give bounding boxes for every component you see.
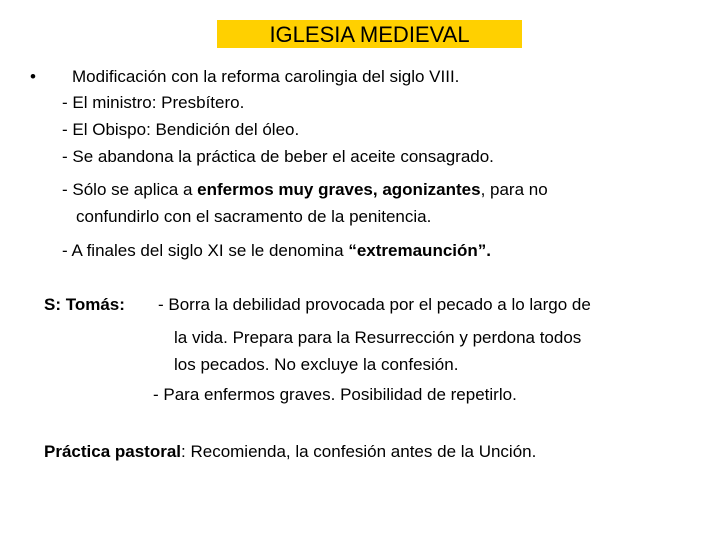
bullet-marker: • xyxy=(30,67,36,86)
slide-title: IGLESIA MEDIEVAL xyxy=(217,20,522,48)
extremaunction-line xyxy=(62,238,491,264)
applies-line xyxy=(62,177,548,203)
bishop-line: - El Obispo: Bendición del óleo. xyxy=(62,120,300,139)
pastoral-label: Práctica pastoral xyxy=(44,442,182,461)
confusion-line: confundirlo con el sacramento de la penitencia. xyxy=(76,207,432,226)
tomas-line-4: - Para enfermos graves. Posibilidad de repetirlo. xyxy=(153,385,517,404)
applies-text-a: - Sólo se aplica a xyxy=(62,180,198,199)
tomas-label: S: Tomás: xyxy=(44,295,125,314)
abandon-line: - Se abandona la práctica de beber el aceite consagrado. xyxy=(62,147,494,166)
reform-line: Modificación con la reforma carolingia del siglo VIII. xyxy=(72,67,460,86)
minister-line: - El ministro: Presbítero. xyxy=(62,93,245,112)
applies-text-bold: enfermos muy graves, agonizantes xyxy=(197,180,481,199)
tomas-line-1: - Borra la debilidad provocada por el pecado a lo largo de xyxy=(158,295,591,314)
tomas-line-3: los pecados. No excluye la confesión. xyxy=(174,355,459,374)
extremaunction-text: - A finales del siglo XI se le denomina xyxy=(62,241,349,260)
pastoral-text: : Recomienda, la confesión antes de la Unción. xyxy=(181,442,537,461)
pastoral-line xyxy=(44,439,536,465)
tomas-line-2: la vida. Prepara para la Resurrección y perdona todos xyxy=(174,328,582,347)
applies-text-c: , para no xyxy=(480,180,548,199)
extremaunction-term: “extremaunción”. xyxy=(348,241,491,260)
